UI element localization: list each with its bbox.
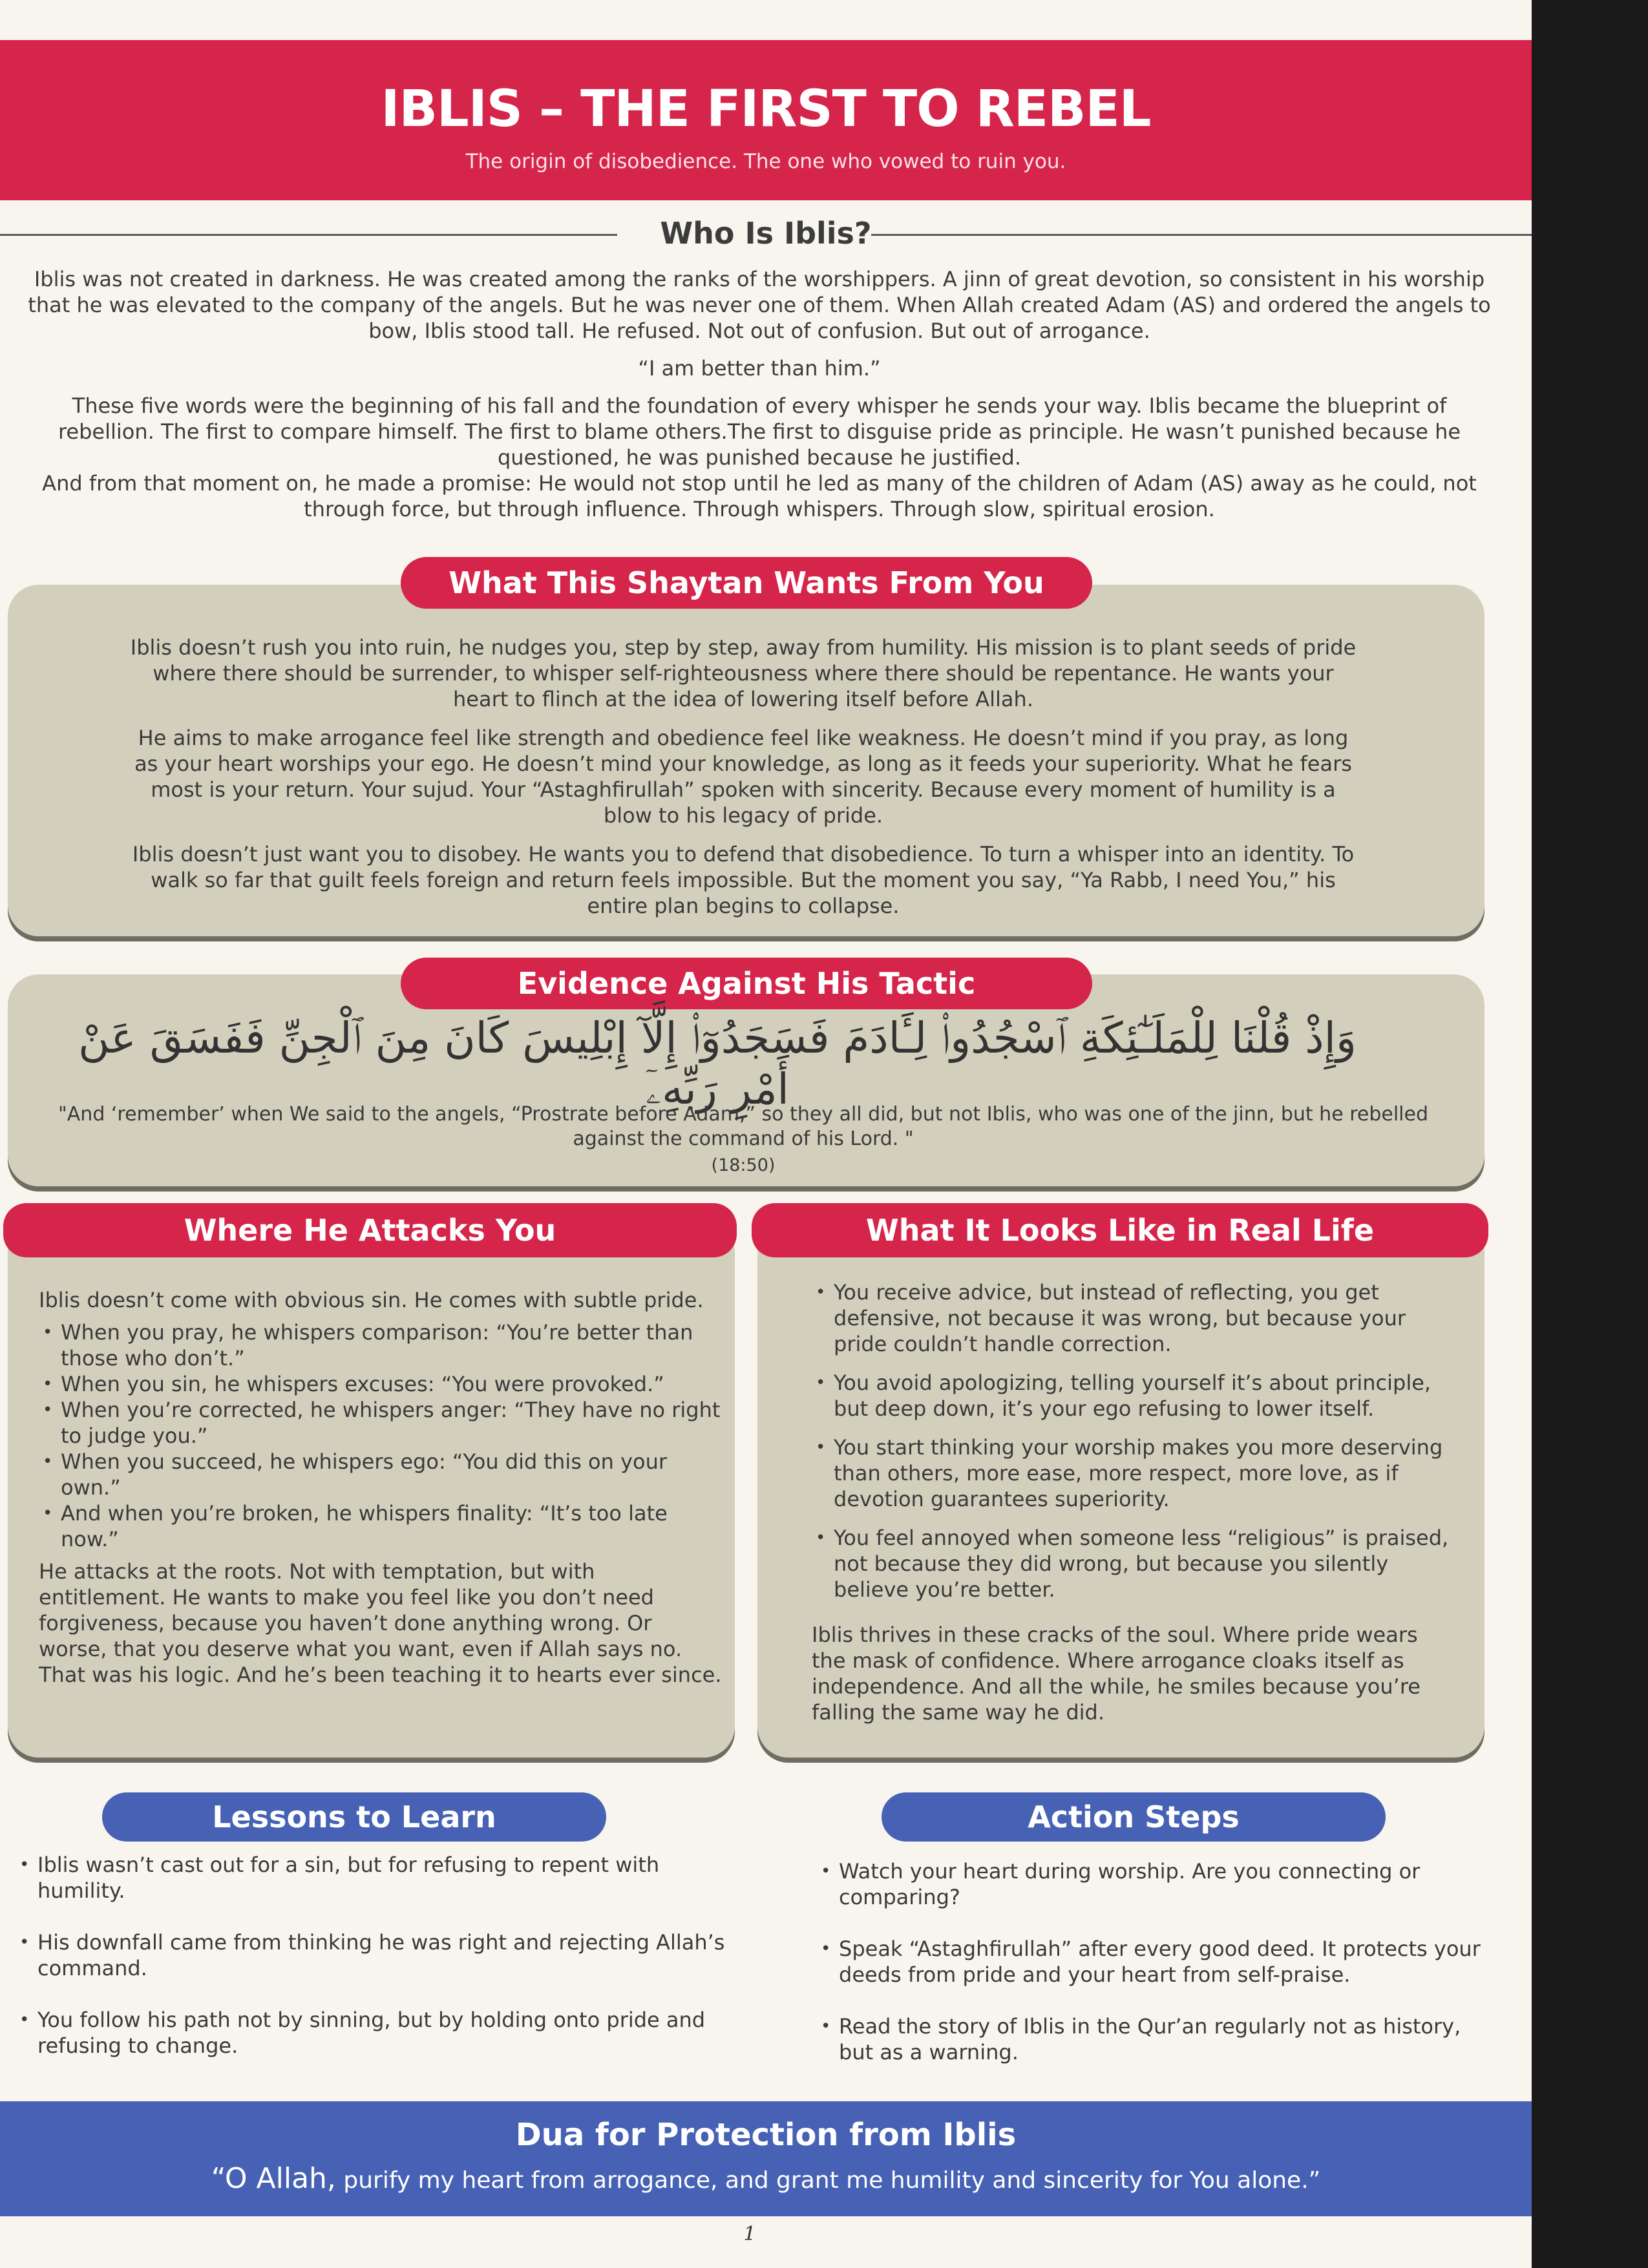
attacks-body xyxy=(39,1287,724,1688)
scan-edge xyxy=(1532,0,1648,2268)
quran-verse-reference: (18:50) xyxy=(711,1155,776,1175)
dua-banner xyxy=(0,2101,1532,2216)
actions-heading: Action Steps xyxy=(882,1792,1386,1842)
attacks-intro: Iblis doesn’t come with obvious sin. He comes with subtle pride. xyxy=(39,1288,704,1312)
lessons-heading: Lessons to Learn xyxy=(102,1792,606,1842)
list-item: • When you pray, he whispers comparison: “You’re better than those who don’t.” xyxy=(39,1319,724,1371)
dua-quote-lead: “O Allah, xyxy=(211,2162,336,2195)
dua-title: Dua for Protection from Iblis xyxy=(515,2117,1017,2153)
reallife-outro: Iblis thrives in these cracks of the soul. Where pride wears the mask of confidence. Where arrogance cloaks itself as independence. And all the while, he smiles because you’re falling the same way he did. xyxy=(812,1622,1421,1725)
evidence-heading: Evidence Against His Tactic xyxy=(401,958,1092,1009)
list-item: • When you sin, he whispers excuses: “You were provoked.” xyxy=(39,1371,724,1397)
list-item: • Watch your heart during worship. Are you connecting or comparing? xyxy=(821,1858,1486,1910)
who-paragraph-2: These five words were the beginning of his fall and the foundation of every whisper he sends your way. Iblis became the blueprint of rebellion. The first to compare himself. The first to blame others.The first to disguise pride as principle. He wasn’t punished because he questioned, he was punished because he justified. xyxy=(58,394,1461,470)
title-banner xyxy=(0,40,1532,200)
list-item: • When you succeed, he whispers ego: “You did this on your own.” xyxy=(39,1449,724,1500)
list-item: • When you’re corrected, he whispers anger: “They have no right to judge you.” xyxy=(39,1397,724,1449)
list-item: • You avoid apologizing, telling yourself it’s about principle, but deep down, it’s your ego refusing to lower itself. xyxy=(812,1370,1458,1422)
list-item: • You receive advice, but instead of reflecting, you get defensive, not because it was wrong, but because your pride couldn’t handle correction. xyxy=(812,1279,1458,1357)
attacks-heading: Where He Attacks You xyxy=(3,1203,737,1257)
quran-verse-translation: "And ‘remember’ when We said to the angels, “Prostrate before Adam,” so they all did, but not Iblis, who was one of the jinn, but he rebelled against the command of his Lord. " xyxy=(58,1103,1428,1150)
who-section-heading xyxy=(0,216,1532,255)
wants-paragraph-2: He aims to make arrogance feel like strength and obedience feel like weakness. He doesn’t mind if you pray, as long as your heart worships your ego. He doesn’t mind your knowledge, as long as it feeds your superiority. What he fears most is your return. Your sujud. Your “Astaghfirullah” spoken with sincerity. Because every moment of humility is a blow to his legacy of pride. xyxy=(134,726,1352,828)
page-title: IBLIS – THE FIRST TO REBEL xyxy=(381,80,1151,138)
attacks-outro: He attacks at the roots. Not with temptation, but with entitlement. He wants to make you feel like you don’t need forgiveness, because you haven’t done anything wrong. Or worse, that you deserve what you want, even if Allah says no. That was his logic. And he’s been teaching it to hearts ever since. xyxy=(39,1559,722,1687)
quran-verse-arabic: وَإِذْ قُلْنَا لِلْمَلَـٰٓئِكَةِ ٱسْجُدُوا۟ لِـَٔادَمَ فَسَجَدُوٓا۟ إِلَّآ إِبْلِيسَ كَانَ مِنَ ٱلْجِنِّ فَفَسَقَ عَنْ أَمْرِ رَبِّهِۦٓ xyxy=(78,1013,1357,1114)
reallife-heading: What It Looks Like in Real Life xyxy=(752,1203,1488,1257)
list-item: • You start thinking your worship makes you more deserving than others, more ease, more respect, more love, as if devotion guarantees superiority. xyxy=(812,1434,1458,1512)
list-item: • You follow his path not by sinning, but by holding onto pride and refusing to change. xyxy=(19,2007,750,2059)
who-heading-text: Who Is Iblis? xyxy=(660,216,872,251)
page-subtitle: The origin of disobedience. The one who vowed to ruin you. xyxy=(465,150,1066,173)
who-paragraph-1: Iblis was not created in darkness. He was created among the ranks of the worshippers. A jinn of great devotion, so consistent in his worship that he was elevated to the company of the angels. But he was never one of them. When Allah created Adam (AS) and ordered the angels to bow, Iblis stood tall. He refused. Not out of confusion. But out of arrogance. xyxy=(28,267,1491,343)
page-number: 1 xyxy=(743,2223,756,2245)
dua-text xyxy=(0,2162,1532,2195)
reallife-body xyxy=(812,1273,1458,1725)
list-item: • His downfall came from thinking he was right and rejecting Allah’s command. xyxy=(19,1929,750,1981)
who-section-body xyxy=(26,266,1493,522)
wants-paragraph-1: Iblis doesn’t rush you into ruin, he nudges you, step by step, away from humility. His mission is to plant seeds of pride where there should be surrender, to whisper self-righteousness where there should be repentance. He wants your heart to flinch at the idea of lowering itself before Allah. xyxy=(130,635,1357,711)
who-paragraph-3: And from that moment on, he made a promise: He would not stop until he led as many of the children of Adam (AS) away as he could, not through force, but through influence. Through whispers. Through slow, spiritual erosion. xyxy=(42,471,1477,521)
reallife-list xyxy=(812,1279,1458,1602)
attacks-list xyxy=(39,1319,724,1552)
wants-body xyxy=(129,635,1357,932)
list-item: • You feel annoyed when someone less “religious” is praised, not because they did wrong, but because you silently believe you’re better. xyxy=(812,1525,1458,1602)
list-item: • Read the story of Iblis in the Qur’an regularly not as history, but as a warning. xyxy=(821,2013,1486,2065)
wants-heading: What This Shaytan Wants From You xyxy=(401,557,1092,609)
wants-paragraph-3: Iblis doesn’t just want you to disobey. He wants you to defend that disobedience. To turn a whisper into an identity. To walk so far that guilt feels foreign and return feels impossible. But the moment you say, “Ya Rabb, I need You,” his entire plan begins to collapse. xyxy=(132,842,1355,918)
list-item: • And when you’re broken, he whispers finality: “It’s too late now.” xyxy=(39,1500,724,1552)
actions-body xyxy=(821,1858,1486,2091)
list-item: • Speak “Astaghfirullah” after every good deed. It protects your deeds from pride and your heart from self-praise. xyxy=(821,1936,1486,1988)
lessons-body xyxy=(19,1852,750,2084)
dua-quote-rest: purify my heart from arrogance, and grant me humility and sincerity for You alone.” xyxy=(335,2167,1321,2194)
actions-list xyxy=(821,1858,1486,2065)
lessons-list xyxy=(19,1852,750,2059)
list-item: • Iblis wasn’t cast out for a sin, but for refusing to repent with humility. xyxy=(19,1852,750,1904)
who-quote: “I am better than him.” xyxy=(638,356,881,381)
